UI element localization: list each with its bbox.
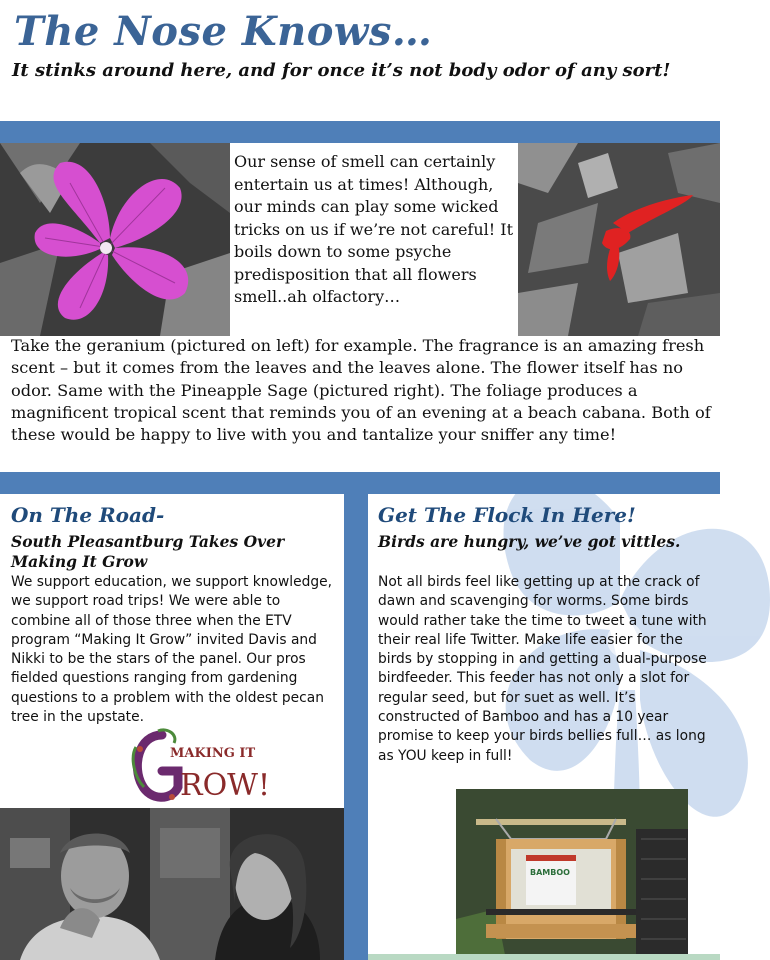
body-paragraph: Take the geranium (pictured on left) for example. The fragrance is an amazing fresh scent – but it comes from the leaves and the leaves alone. The flower itself has no odor. Same with the Pineapple Sage (pictured right). The foliage produces a magnificent tropical scent that reminds you of an evening at a beach cabana. Both of these would be happy to live with you and tantalize your sniffer any time! bbox=[11, 336, 711, 445]
page-subtitle: It stinks around here, and for once it’s not body odor of any sort! bbox=[12, 60, 671, 81]
page-title: The Nose Knows… bbox=[14, 8, 433, 55]
top-divider-band bbox=[0, 121, 720, 143]
road-section-subheading: South Pleasantburg Takes Over Making It Grow bbox=[11, 532, 285, 571]
intro-paragraph: Our sense of smell can certainly entertain us at times! Although, our minds can play some wicked tricks on us if we’re not careful! It boils down to some psyche predisposition that all flowers smell..ah olfactory… bbox=[234, 152, 514, 306]
flock-section-text: Not all birds feel like getting up at the crack of dawn and scavenging for worms. Some birds would rather take the time to tweet a tune with their real life Twitter. Make life easier for the birds by stopping in and getting a dual-purpose birdfeeder. This feeder has not only a slot for regular seed, but for suet as well. It’s constructed of Bamboo and has a 10 year promise to keep your birds bellies full… as long as YOU keep in full! bbox=[378, 574, 707, 764]
bamboo-birdfeeder-photo bbox=[456, 789, 688, 960]
flock-section-heading: Get The Flock In Here! bbox=[378, 503, 636, 527]
bottom-accent-strip bbox=[368, 954, 720, 960]
column-divider bbox=[344, 494, 368, 960]
flock-section-subheading: Birds are hungry, we’ve got vittles. bbox=[378, 532, 681, 551]
svg-text:ROW!: ROW! bbox=[180, 768, 271, 803]
road-section-text: We support education, we support knowledge, we support road trips! We were able to combine all of those three when the ETV program “Making It Grow” invited Davis and Nikki to be the stars of the panel. Our pros fielded questions ranging from gardening questions to a problem with the oldest pecan tree in the upstate. bbox=[11, 574, 332, 726]
road-section-heading: On The Road- bbox=[11, 503, 165, 527]
davis-and-nikki-photo bbox=[0, 808, 344, 960]
middle-divider-band bbox=[0, 472, 720, 494]
geranium-photo bbox=[0, 143, 230, 336]
making-it-grow-logo bbox=[128, 727, 271, 807]
svg-text:BAMBOO: BAMBOO bbox=[530, 868, 570, 877]
pineapple-sage-photo bbox=[518, 143, 720, 336]
svg-text:MAKING IT: MAKING IT bbox=[170, 746, 256, 761]
